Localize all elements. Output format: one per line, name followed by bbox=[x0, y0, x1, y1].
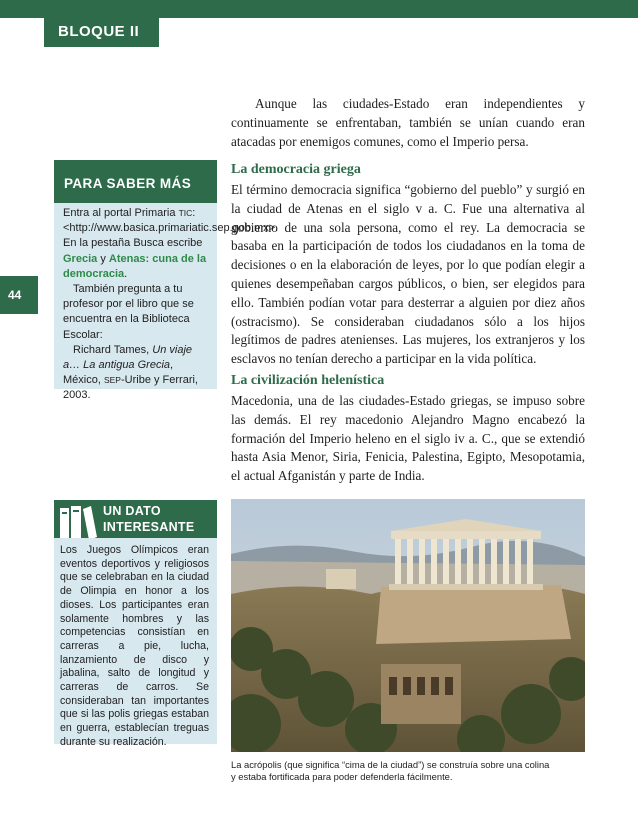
caption-line2: y estaba fortificada para poder defenderla fácilmente. bbox=[231, 771, 453, 783]
section-label: BLOQUE II bbox=[44, 16, 159, 47]
paragraph-helenistica: Macedonia, una de las ciudades-Estado griegas, se impuso sobre las demás. El rey macedonio Alejandro Magno encabezó la formación del Imperio heleno en el siglo iv a. C., que se extendió hasta Asia Menor, Siria, Fenicia, Palestina, Egipto, Mesopotamia, el actual Afganistán y parte de India. bbox=[231, 393, 585, 484]
heading-democracia: La democracia griega bbox=[231, 162, 361, 177]
psm-period: . bbox=[124, 267, 128, 280]
intro-paragraph: Aunque las ciudades-Estado eran independientes y continuamente se enfrentaban, también se unían cuando eran atacadas por enemigos comunes, como el Imperio persa. bbox=[231, 96, 585, 149]
para-saber-mas-box bbox=[54, 203, 279, 402]
psm-tab-text: En la pestaña Busca escribe bbox=[63, 237, 203, 250]
psm-pub-end: -Uribe y Ferrari, 2003. bbox=[63, 374, 198, 402]
psm-line1: Entra al portal Primaria bbox=[63, 207, 176, 219]
un-dato-interesante-title bbox=[103, 503, 195, 535]
psm-tic: TIC bbox=[178, 208, 193, 218]
heading-helenistica: La civilización helenística bbox=[231, 373, 385, 388]
books-icon bbox=[58, 500, 98, 542]
psm-keyword-atenas: Atenas: cuna de la democracia bbox=[63, 252, 207, 280]
psm-line2: También pregunta a tu profesor por el libro que se encuentra en la Biblioteca Escolar: bbox=[63, 283, 194, 341]
udi-title-line2: INTERESANTE bbox=[103, 520, 195, 534]
paragraph-democracia: El término democracia significa “gobierno del pueblo” y surgió en la ciudad de Atenas en el siglo v a. C. Fue una alternativa al gobierno de una sola persona, como el rey. La democracia se basaba en la participación de todos los ciudadanos en la toma de decisiones o en la elaboración de leyes, por lo que podían elegir a quienes desempeñaban cargos públicos, o bien, ser elegidos para ello. También podían votar para desterrar a alguien por diez años (ostracismo). Se consideraban ciudadanos sólo a los hijos legítimos de padres atenienses. Las mujeres, los extranjeros y los esclavos no tenían derecho a participar en la vida política. bbox=[231, 182, 585, 367]
caption-line1: La acrópolis (que significa “cima de la ciudad”) se construía sobre una colina bbox=[231, 759, 550, 770]
para-saber-mas-title: PARA SABER MÁS bbox=[54, 160, 217, 203]
psm-line1-end: : bbox=[192, 207, 196, 219]
psm-and: y bbox=[100, 252, 106, 265]
psm-pub-start: , México, bbox=[63, 359, 174, 387]
page-number: 44 bbox=[0, 276, 38, 314]
un-dato-interesante-text: Los Juegos Olímpicos eran eventos deportivos y religiosos que se celebraban en la ciudad de Olimpia en honor a los dioses. Los participantes eran solamente hombres y las competencias consistían en carreras a pie, lucha, lanzamiento de disco y jabalina, salto de longitud y carreras de carros. Se consideraban tan importantes que si las polis griegas estaban en guerra, establecían treguas durante su realización. bbox=[54, 538, 217, 744]
psm-book-title: Un viaje a… La antigua Grecia bbox=[63, 343, 193, 372]
un-dato-interesante-header bbox=[54, 500, 217, 538]
psm-keyword-grecia: Grecia bbox=[63, 252, 98, 265]
photo-caption bbox=[231, 759, 585, 784]
psm-url-link[interactable]: <http://www.basica.primariatic.sep.gob.mx>. bbox=[63, 222, 279, 235]
psm-sep: SEP bbox=[103, 375, 121, 386]
psm-author: Richard Tames, bbox=[73, 343, 150, 356]
acropolis-photo bbox=[231, 499, 585, 752]
udi-title-line1: UN DATO bbox=[103, 504, 161, 518]
